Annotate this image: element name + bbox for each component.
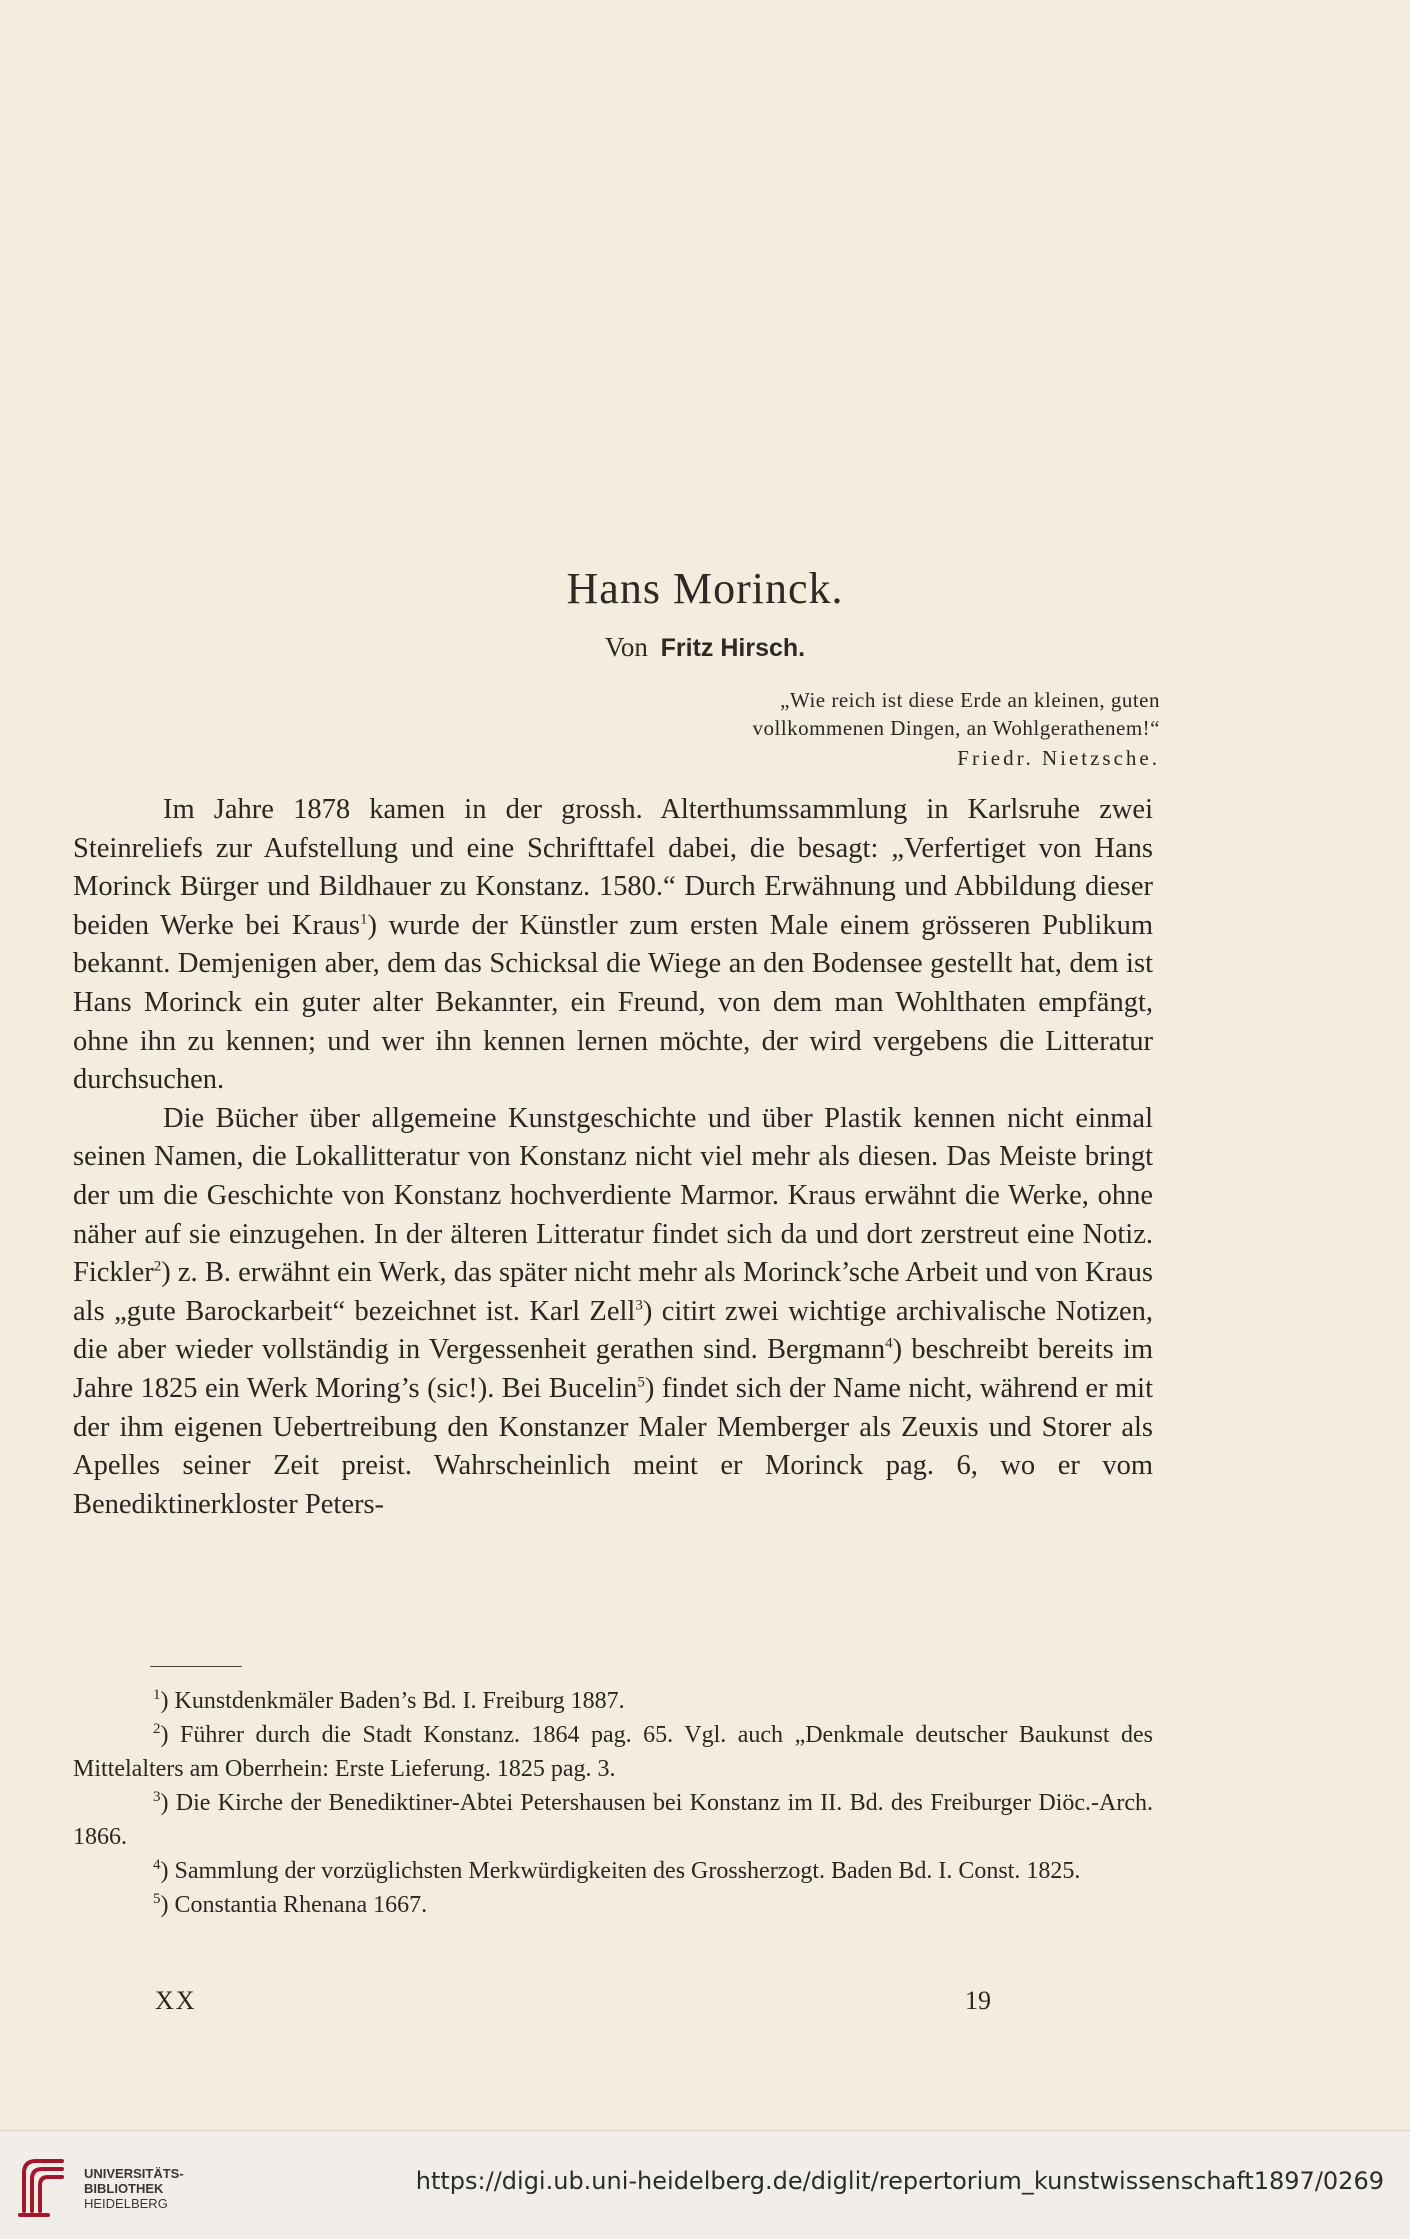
signature-mark: XX: [155, 1986, 197, 2015]
footnote: [73, 1786, 1153, 1854]
paragraph-text: Im Jahre 1878 kamen in der grossh. Alterthumssammlung in Karlsruhe zwei Steinreliefs zur Aufstellung und eine Schrifttafel dabei, die besagt: „Verfertiget von Hans Morinck Bürger und Bildhauer zu Konstanz. 1580.“ Durch Erwähnung und Abbildung dieser beiden Werke bei Kraus: [73, 794, 1153, 941]
footnote: [73, 1888, 1153, 1922]
library-logo-icon[interactable]: [14, 2151, 72, 2221]
byline-prefix: Von: [604, 632, 648, 662]
paragraph-text: ) citirt zwei wichtige archivalische Notizen, die aber wieder vollständig in Vergessenheit gerathen sind. Bergmann: [73, 1295, 1153, 1366]
author-name: Fritz Hirsch.: [660, 634, 806, 662]
library-name-line: BIBLIOTHEK: [84, 2181, 164, 2196]
footnote-divider: [150, 1666, 242, 1667]
footnote-number: 5: [153, 1891, 161, 1907]
library-name-line: UNIVERSITÄTS-: [84, 2166, 184, 2181]
paragraph-text: ) findet sich der Name nicht, während er mit der ihm eigenen Uebertreibung den Konstanzer Maler Memberger als Zeuxis und Storer als Apelles seiner Zeit preist. Wahrscheinlich meint er Morinck pag. 6, wo er vom Benediktinerkloster Peters-: [73, 1372, 1153, 1520]
footnote-ref[interactable]: 3: [635, 1297, 643, 1314]
library-name: [84, 2166, 184, 2211]
byline: [0, 632, 1410, 663]
footnote-ref[interactable]: 5: [637, 1374, 645, 1391]
footnotes: [73, 1684, 1153, 1922]
footnote-ref[interactable]: 2: [153, 1258, 162, 1275]
paragraph-text: ) z. B. erwähnt ein Werk, das später nicht mehr als Morinck’sche Arbeit und von Kraus als „gute Barockarbeit“ bezeichnet ist. Karl Zell: [73, 1257, 1153, 1327]
footnote-number: 4: [153, 1857, 161, 1873]
library-name-line: HEIDELBERG: [84, 2196, 168, 2211]
epigraph-line: vollkommenen Dingen, an Wohlgerathenem!“: [752, 716, 1160, 740]
footnote-ref[interactable]: 4: [885, 1335, 893, 1352]
epigraph-author: Friedr. Nietzsche.: [957, 746, 1160, 770]
footnote-number: 1: [153, 1687, 161, 1703]
footnote-text: ) Constantia Rhenana 1667.: [160, 1892, 428, 1918]
paragraph-text: ) wurde der Künstler zum ersten Male einem grösseren Publikum bekannt. Demjenigen aber, dem das Schicksal die Wiege an den Bodensee gestellt hat, dem ist Hans Morinck ein guter alter Bekannter, ein Freund, von dem man Wohlthaten empfängt, ohne ihn zu kennen; und wer ihn kennen lernen möchte, der wird vergebens die Litteratur durchsuchen.: [73, 909, 1153, 1096]
footnote-number: 2: [153, 1721, 161, 1737]
epigraph-line: „Wie reich ist diese Erde an kleinen, guten: [780, 688, 1160, 712]
article-title: Hans Morinck.: [566, 564, 844, 613]
footnote: [73, 1854, 1153, 1888]
footnote: [73, 1718, 1153, 1786]
library-footer-bar: [0, 2130, 1410, 2239]
footnote-text: ) Kunstdenkmäler Baden’s Bd. I. Freiburg 1887.: [160, 1688, 625, 1714]
source-url-link[interactable]: https://digi.ub.uni-heidelberg.de/diglit/repertorium_kunstwissenschaft1897/0269: [415, 2167, 1384, 2195]
footnote-text: ) Sammlung der vorzüglichsten Merkwürdigkeiten des Grossherzogt. Baden Bd. I. Const. 1825.: [160, 1858, 1081, 1884]
body-text: [73, 791, 1153, 1524]
footnote-number: 3: [153, 1789, 161, 1805]
footnote-text: ) Die Kirche der Benediktiner-Abtei Petershausen bei Konstanz im II. Bd. des Freiburger Diöc.-Arch. 1866.: [73, 1790, 1153, 1850]
epigraph: [560, 686, 1160, 772]
paragraph: [73, 1100, 1153, 1525]
footnote-ref[interactable]: 1: [359, 911, 368, 928]
footnote: [73, 1684, 1153, 1718]
paragraph: [73, 791, 1153, 1100]
page-number: 19: [965, 1986, 991, 2015]
paragraph-text: Die Bücher über allgemeine Kunstgeschichte und über Plastik kennen nicht einmal seinen Namen, die Lokallitteratur von Konstanz nicht viel mehr als diesen. Das Meiste bringt der um die Geschichte von Konstanz hochverdiente Marmor. Kraus erwähnt die Werke, ohne näher auf sie einzugehen. In der älteren Litteratur findet sich da und dort zerstreut eine Notiz. Fickler: [73, 1102, 1153, 1289]
paragraph-text: ) beschreibt bereits im Jahre 1825 ein Werk Moring’s (sic!). Bei Bucelin: [73, 1334, 1153, 1404]
footnote-text: ) Führer durch die Stadt Konstanz. 1864 pag. 65. Vgl. auch „Denkmale deutscher Baukunst des Mittelalters am Oberrhein: Erste Lieferung. 1825 pag. 3.: [73, 1722, 1153, 1782]
